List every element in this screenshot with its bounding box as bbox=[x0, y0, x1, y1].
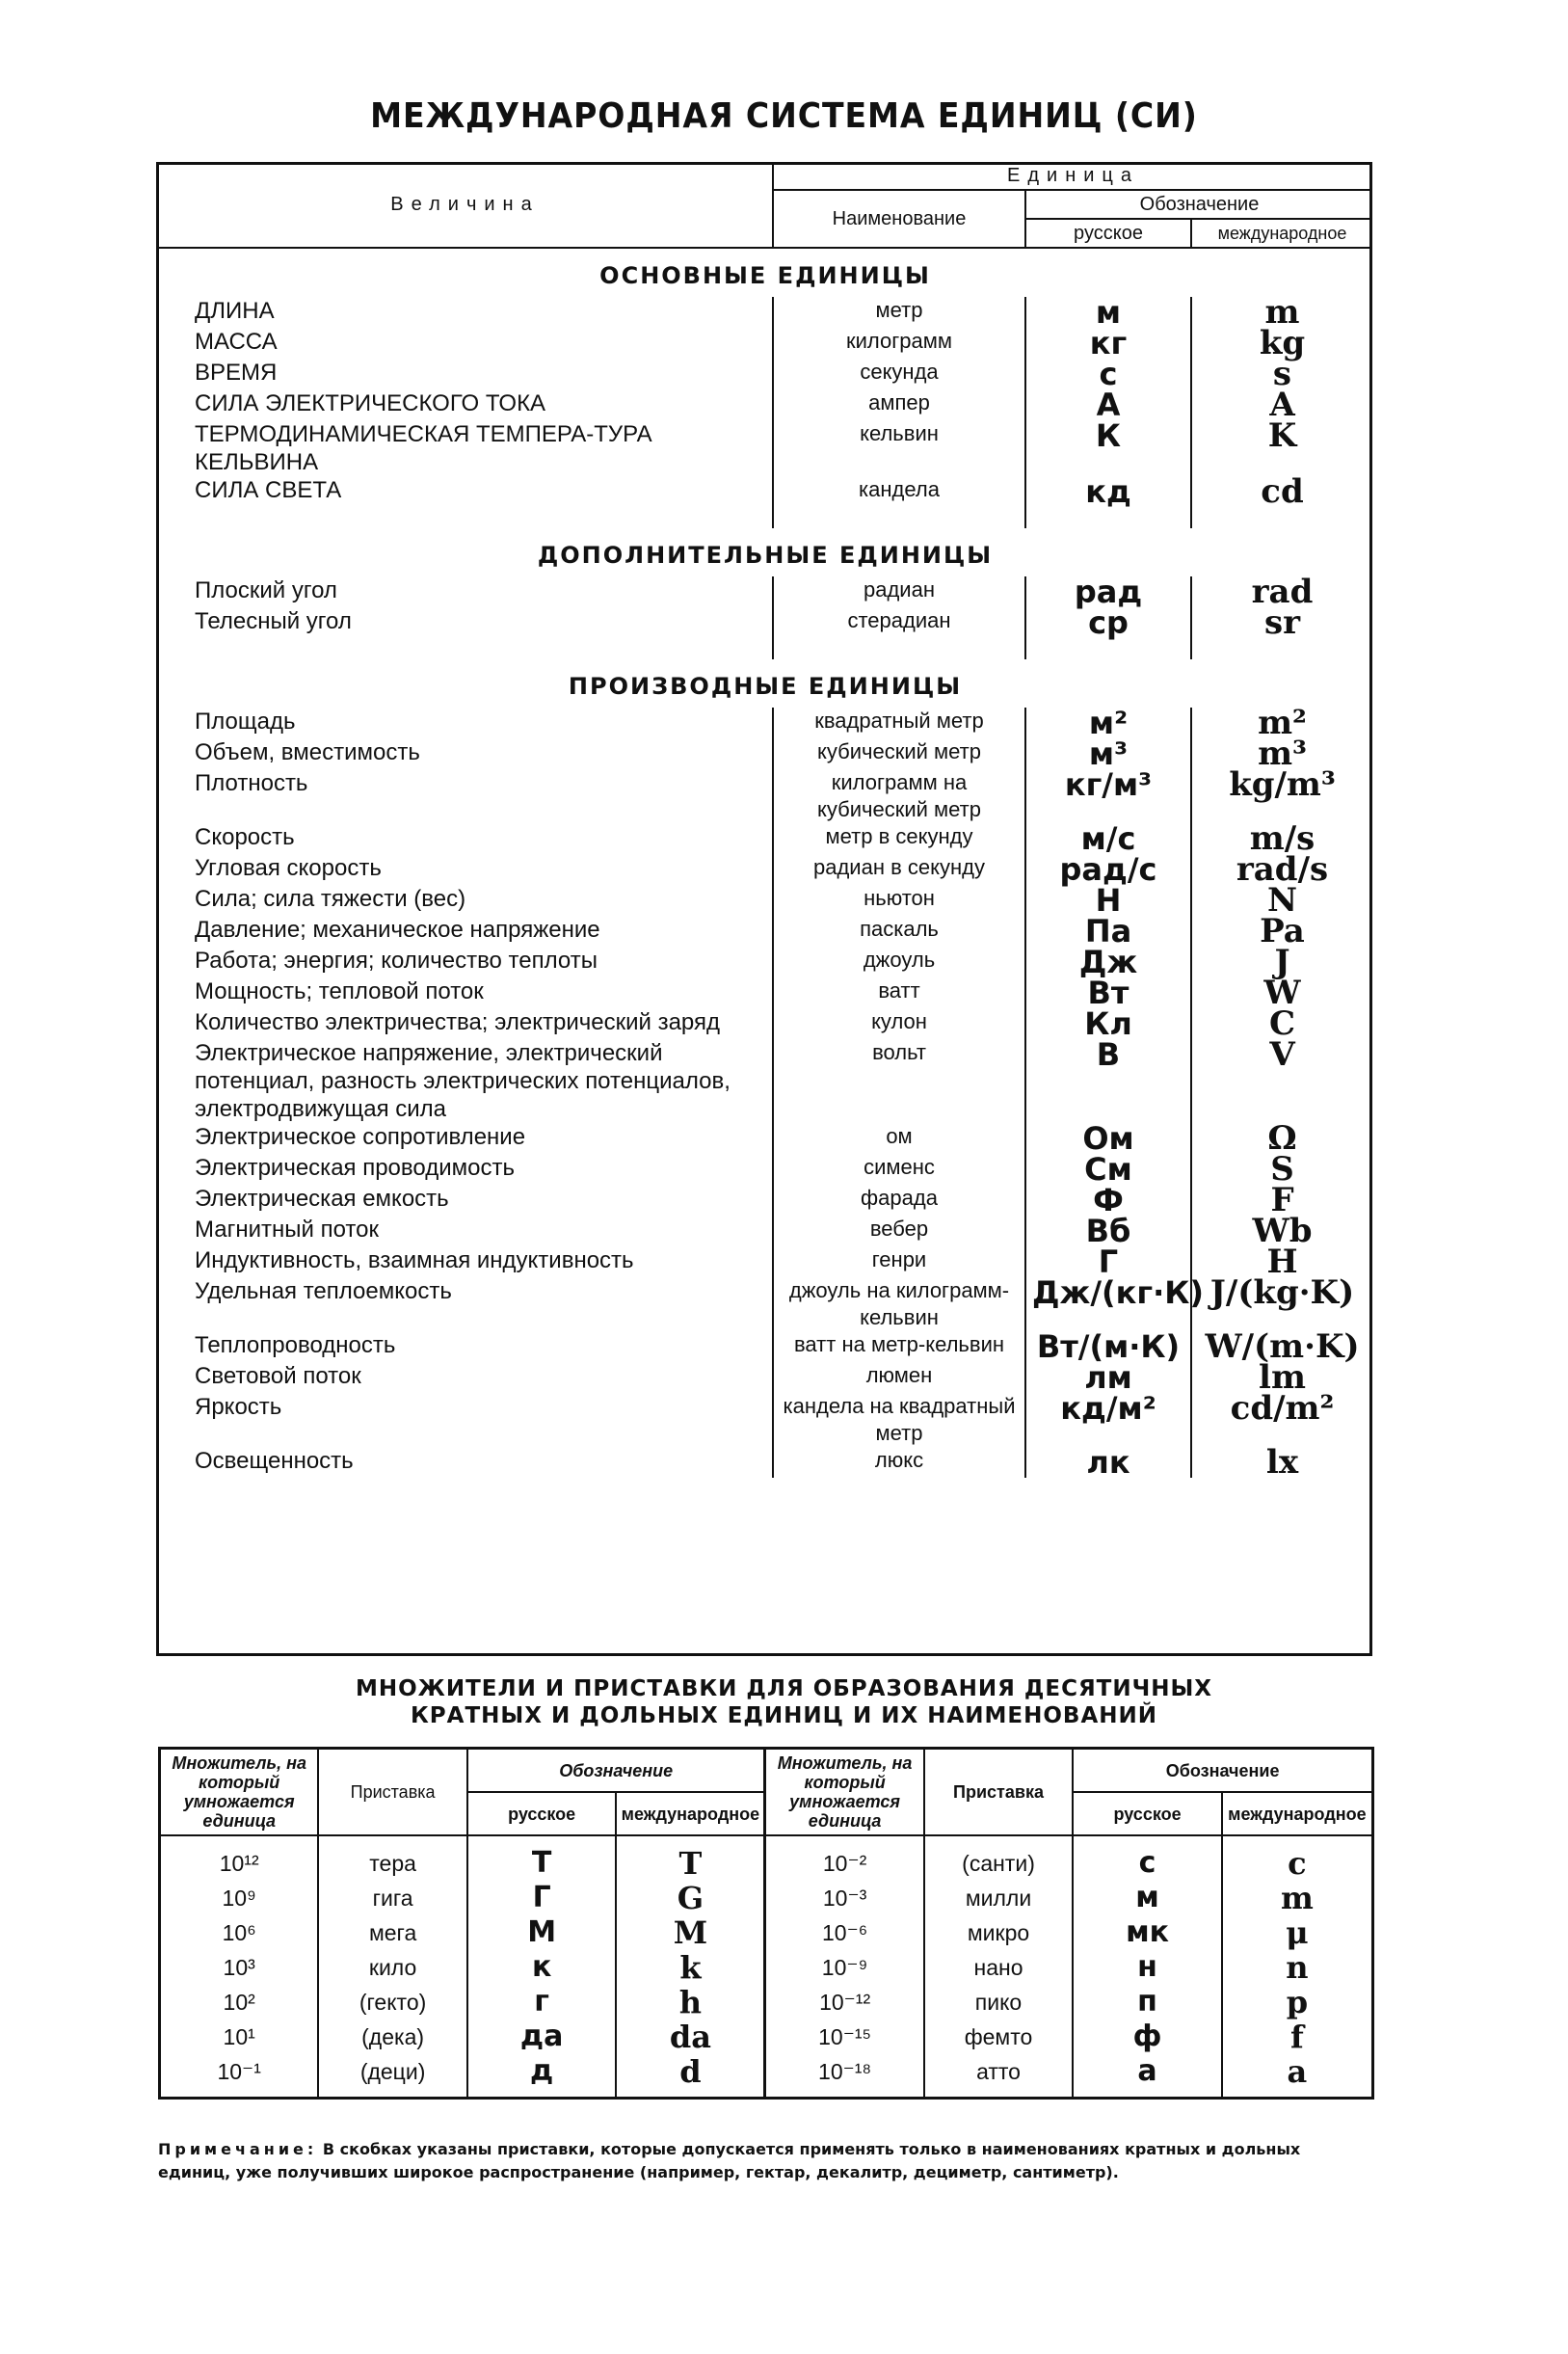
prefix-cell: фемто bbox=[924, 2020, 1074, 2054]
multiplier-cell: 10⁻¹ bbox=[160, 2054, 319, 2099]
prefix-cell: кило bbox=[318, 1950, 467, 1985]
quantity-cell: Удельная теплоемкость bbox=[195, 1278, 452, 1304]
header-unit: Единица bbox=[773, 162, 1372, 190]
quantity-cell: Индуктивность, взаимная индуктивность bbox=[195, 1247, 634, 1273]
prefixes-table-body bbox=[160, 1835, 1373, 2099]
multiplier-cell: 10³ bbox=[160, 1950, 319, 1985]
international-symbol-cell: C bbox=[1268, 1004, 1296, 1043]
international-symbol-cell: K bbox=[1267, 416, 1297, 455]
footnote-text: В скобках указаны приставки, которые допускается применять только в наименованиях кратных и дольных единиц, уже получивших широкое распространение (например, гектар, декалитр, дециметр, сантиметр). bbox=[158, 2140, 1301, 2181]
international-symbol-cell: sr bbox=[1263, 603, 1301, 642]
multiplier-cell: 10⁻¹⁸ bbox=[765, 2054, 924, 2099]
unit-name-cell: ньютон bbox=[773, 885, 1025, 916]
si-table-header bbox=[158, 162, 1372, 248]
table-row bbox=[158, 420, 1372, 476]
international-symbol-cell: rad/s bbox=[1236, 850, 1329, 889]
international-symbol-cell: a bbox=[1222, 2054, 1373, 2099]
russian-symbol-cell: м³ bbox=[1025, 738, 1191, 769]
international-symbol-cell: kg bbox=[1259, 324, 1306, 362]
multiplier-cell: 10¹² bbox=[160, 1835, 319, 1881]
table-row bbox=[158, 576, 1372, 607]
table-row bbox=[158, 1185, 1372, 1216]
russian-symbol-cell: Т bbox=[467, 1835, 617, 1881]
table-row bbox=[158, 885, 1372, 916]
international-symbol-cell: F bbox=[1270, 1181, 1294, 1219]
prefix-header-intl-right: международное bbox=[1222, 1792, 1373, 1835]
russian-symbol-cell: кд/м² bbox=[1025, 1393, 1191, 1447]
footnote-label: Примечание: bbox=[158, 2140, 318, 2158]
quantity-cell: Плоский угол bbox=[195, 577, 337, 603]
russian-symbol-cell: рад bbox=[1025, 576, 1191, 607]
multiplier-cell: 10⁹ bbox=[160, 1881, 319, 1915]
unit-name-cell: метр bbox=[773, 297, 1025, 328]
russian-symbol-cell: с bbox=[1025, 359, 1191, 389]
russian-symbol-cell: н bbox=[1073, 1950, 1222, 1985]
table-row bbox=[158, 738, 1372, 769]
spacer-cell bbox=[1025, 507, 1191, 528]
international-symbol-cell: N bbox=[1266, 881, 1298, 920]
multiplier-cell: 10¹ bbox=[160, 2020, 319, 2054]
section-title: ПРОИЗВОДНЫЕ ЕДИНИЦЫ bbox=[568, 673, 963, 700]
russian-symbol-cell: да bbox=[467, 2020, 617, 2054]
page-title: МЕЖДУНАРОДНАЯ СИСТЕМА ЕДИНИЦ (СИ) bbox=[370, 96, 1198, 136]
unit-name-cell: паскаль bbox=[773, 916, 1025, 947]
russian-symbol-cell: Г bbox=[467, 1881, 617, 1915]
table-row bbox=[160, 1881, 1373, 1915]
international-symbol-cell: s bbox=[1272, 355, 1292, 393]
multiplier-cell: 10⁻³ bbox=[765, 1881, 924, 1915]
si-table-body bbox=[158, 248, 1372, 1482]
russian-symbol-cell: м bbox=[1025, 297, 1191, 328]
prefix-cell: мега bbox=[318, 1915, 467, 1950]
unit-name-cell: ампер bbox=[773, 389, 1025, 420]
quantity-cell: Магнитный поток bbox=[195, 1217, 379, 1243]
international-symbol-cell: G bbox=[616, 1881, 765, 1915]
table-row bbox=[158, 1154, 1372, 1185]
prefix-cell: милли bbox=[924, 1881, 1074, 1915]
table-row bbox=[158, 1246, 1372, 1277]
russian-symbol-cell: д bbox=[467, 2054, 617, 2099]
russian-symbol-cell: ф bbox=[1073, 2020, 1222, 2054]
quantity-cell: Объем, вместимость bbox=[195, 739, 420, 765]
prefix-header-russian-left: русское bbox=[467, 1792, 617, 1835]
russian-symbol-cell: м bbox=[1073, 1881, 1222, 1915]
quantity-cell: Мощность; тепловой поток bbox=[195, 978, 484, 1004]
international-symbol-cell: M bbox=[616, 1915, 765, 1950]
international-symbol-cell: Pa bbox=[1260, 912, 1305, 950]
prefix-cell: пико bbox=[924, 1985, 1074, 2020]
quantity-cell: Телесный угол bbox=[195, 608, 352, 634]
spacer-cell bbox=[1025, 638, 1191, 659]
russian-symbol-cell: к bbox=[467, 1950, 617, 1985]
quantity-cell: Площадь bbox=[195, 709, 296, 735]
multiplier-cell: 10⁻¹⁵ bbox=[765, 2020, 924, 2054]
table-row bbox=[158, 1277, 1372, 1331]
prefix-cell: микро bbox=[924, 1915, 1074, 1950]
unit-name-cell: килограмм bbox=[773, 328, 1025, 359]
international-symbol-cell: T bbox=[616, 1835, 765, 1881]
spacer-cell bbox=[773, 507, 1025, 528]
russian-symbol-cell: п bbox=[1073, 1985, 1222, 2020]
international-symbol-cell: J bbox=[1274, 943, 1290, 981]
russian-symbol-cell: Вт/(м·К) bbox=[1025, 1331, 1191, 1362]
quantity-cell: Количество электричества; электрический заряд bbox=[195, 1009, 720, 1035]
quantity-cell: Электрическая емкость bbox=[195, 1186, 449, 1212]
international-symbol-cell: m bbox=[1264, 293, 1300, 332]
table-row bbox=[158, 916, 1372, 947]
unit-name-cell: сименс bbox=[773, 1154, 1025, 1185]
header-russian: русское bbox=[1025, 219, 1191, 248]
unit-name-cell: ватт bbox=[773, 977, 1025, 1008]
prefix-cell: (дека) bbox=[318, 2020, 467, 2054]
table-row bbox=[158, 854, 1372, 885]
international-symbol-cell: n bbox=[1222, 1950, 1373, 1985]
spacer-cell bbox=[158, 507, 773, 528]
russian-symbol-cell: Кл bbox=[1025, 1008, 1191, 1039]
prefixes-title: МНОЖИТЕЛИ И ПРИСТАВКИ ДЛЯ ОБРАЗОВАНИЯ ДЕСЯТИЧНЫХ КРАТНЫХ И ДОЛЬНЫХ ЕДИНИЦ И ИХ НАИМЕНОВАНИЙ bbox=[355, 1676, 1213, 1728]
unit-name-cell: джоуль bbox=[773, 947, 1025, 977]
international-symbol-cell: W/(m·K) bbox=[1205, 1327, 1360, 1366]
russian-symbol-cell: м² bbox=[1025, 708, 1191, 738]
section-spacer bbox=[158, 507, 1372, 528]
international-symbol-cell: W bbox=[1263, 974, 1301, 1012]
unit-name-cell: джоуль на килограмм-кельвин bbox=[773, 1277, 1025, 1331]
header-name: Наименование bbox=[773, 190, 1025, 248]
international-symbol-cell: H bbox=[1266, 1243, 1298, 1281]
section-header bbox=[158, 528, 1372, 576]
table-row bbox=[158, 476, 1372, 507]
table-row bbox=[158, 947, 1372, 977]
russian-symbol-cell: рад/с bbox=[1025, 854, 1191, 885]
russian-symbol-cell: лм bbox=[1025, 1362, 1191, 1393]
multiplier-cell: 10⁻² bbox=[765, 1835, 924, 1881]
international-symbol-cell: m bbox=[1222, 1881, 1373, 1915]
quantity-cell: Скорость bbox=[195, 824, 295, 850]
international-symbol-cell: d bbox=[616, 2054, 765, 2099]
table-row bbox=[158, 1393, 1372, 1447]
unit-name-cell: кельвин bbox=[773, 420, 1025, 476]
multiplier-cell: 10⁻⁹ bbox=[765, 1950, 924, 1985]
table-row bbox=[158, 389, 1372, 420]
russian-symbol-cell: Ф bbox=[1025, 1185, 1191, 1216]
quantity-cell: Электрическая проводимость bbox=[195, 1155, 515, 1181]
table-row bbox=[158, 1362, 1372, 1393]
unit-name-cell: кандела на квадратный метр bbox=[773, 1393, 1025, 1447]
international-symbol-cell: S bbox=[1270, 1150, 1294, 1189]
table-row bbox=[160, 2020, 1373, 2054]
header-quantity: Величина bbox=[158, 162, 773, 248]
unit-name-cell: килограмм на кубический метр bbox=[773, 769, 1025, 823]
prefix-cell: гига bbox=[318, 1881, 467, 1915]
quantity-cell: Световой поток bbox=[195, 1363, 361, 1389]
unit-name-cell: фарада bbox=[773, 1185, 1025, 1216]
international-symbol-cell: p bbox=[1222, 1985, 1373, 2020]
section-header bbox=[158, 659, 1372, 708]
quantity-cell: ТЕРМОДИНАМИЧЕСКАЯ ТЕМПЕРА-ТУРА КЕЛЬВИНА bbox=[195, 421, 652, 475]
quantity-cell: Угловая скорость bbox=[195, 855, 382, 881]
table-row bbox=[158, 823, 1372, 854]
table-row bbox=[160, 1915, 1373, 1950]
unit-name-cell: генри bbox=[773, 1246, 1025, 1277]
table-row bbox=[158, 1447, 1372, 1478]
quantity-cell: СИЛА ЭЛЕКТРИЧЕСКОГО ТОКА bbox=[195, 390, 546, 416]
international-symbol-cell: J/(kg·K) bbox=[1209, 1273, 1355, 1312]
section-title: ДОПОЛНИТЕЛЬНЫЕ ЕДИНИЦЫ bbox=[537, 542, 994, 569]
multiplier-cell: 10⁶ bbox=[160, 1915, 319, 1950]
unit-name-cell: ом bbox=[773, 1123, 1025, 1154]
table-row bbox=[158, 708, 1372, 738]
quantity-cell: Сила; сила тяжести (вес) bbox=[195, 886, 466, 912]
russian-symbol-cell: кг bbox=[1025, 328, 1191, 359]
russian-symbol-cell: Ом bbox=[1025, 1123, 1191, 1154]
international-symbol-cell: m² bbox=[1258, 704, 1307, 742]
international-symbol-cell: m/s bbox=[1249, 819, 1316, 858]
table-row bbox=[158, 328, 1372, 359]
multiplier-cell: 10⁻⁶ bbox=[765, 1915, 924, 1950]
international-symbol-cell: kg/m³ bbox=[1229, 765, 1336, 804]
international-symbol-cell: rad bbox=[1251, 573, 1314, 611]
russian-symbol-cell: Дж bbox=[1025, 947, 1191, 977]
international-symbol-cell: f bbox=[1222, 2020, 1373, 2054]
quantity-cell: Электрическое сопротивление bbox=[195, 1124, 526, 1150]
table-row bbox=[158, 977, 1372, 1008]
russian-symbol-cell: лк bbox=[1025, 1447, 1191, 1478]
russian-symbol-cell: В bbox=[1025, 1039, 1191, 1123]
international-symbol-cell: k bbox=[616, 1950, 765, 1985]
header-international: международное bbox=[1191, 219, 1372, 248]
table-row bbox=[160, 1950, 1373, 1985]
prefix-header-multiplier-right: Множитель, на который умножается единица bbox=[765, 1749, 924, 1836]
header-designation: Обозначение bbox=[1025, 190, 1372, 219]
prefix-cell: тера bbox=[318, 1835, 467, 1881]
international-symbol-cell: Wb bbox=[1252, 1212, 1313, 1250]
table-row bbox=[158, 1123, 1372, 1154]
prefix-header-russian-right: русское bbox=[1073, 1792, 1222, 1835]
russian-symbol-cell: с bbox=[1073, 1835, 1222, 1881]
international-symbol-cell: Ω bbox=[1267, 1119, 1297, 1158]
quantity-cell: Теплопроводность bbox=[195, 1332, 396, 1358]
prefix-cell: (гекто) bbox=[318, 1985, 467, 2020]
russian-symbol-cell: кд bbox=[1025, 476, 1191, 507]
russian-symbol-cell: г bbox=[467, 1985, 617, 2020]
prefix-header-prefix-right: Приставка bbox=[924, 1749, 1074, 1836]
prefix-header-designation-left: Обозначение bbox=[467, 1749, 765, 1793]
international-symbol-cell: da bbox=[616, 2020, 765, 2054]
prefixes-table bbox=[158, 1747, 1374, 2100]
prefix-cell: (санти) bbox=[924, 1835, 1074, 1881]
quantity-cell: Работа; энергия; количество теплоты bbox=[195, 948, 598, 974]
unit-name-cell: стерадиан bbox=[773, 607, 1025, 638]
prefix-header-multiplier-left: Множитель, на который умножается единица bbox=[160, 1749, 319, 1836]
russian-symbol-cell: кг/м³ bbox=[1025, 769, 1191, 823]
russian-symbol-cell: См bbox=[1025, 1154, 1191, 1185]
quantity-cell: СИЛА СВЕТА bbox=[195, 477, 342, 503]
prefix-cell: атто bbox=[924, 2054, 1074, 2099]
russian-symbol-cell: Вб bbox=[1025, 1216, 1191, 1246]
footnote bbox=[158, 2138, 1374, 2184]
russian-symbol-cell: м/с bbox=[1025, 823, 1191, 854]
quantity-cell: Электрическое напряжение, электрический потенциал, разность электрических потенциалов, электродвижущая сила bbox=[195, 1040, 731, 1122]
russian-symbol-cell: Па bbox=[1025, 916, 1191, 947]
section-spacer bbox=[158, 638, 1372, 659]
section-title: ОСНОВНЫЕ ЕДИНИЦЫ bbox=[599, 262, 931, 289]
unit-name-cell: люкс bbox=[773, 1447, 1025, 1478]
unit-name-cell: кулон bbox=[773, 1008, 1025, 1039]
international-symbol-cell: c bbox=[1222, 1835, 1373, 1881]
unit-name-cell: кубический метр bbox=[773, 738, 1025, 769]
quantity-cell: ВРЕМЯ bbox=[195, 360, 278, 386]
international-symbol-cell: cd/m² bbox=[1230, 1389, 1335, 1428]
table-row bbox=[160, 1835, 1373, 1881]
table-row bbox=[158, 297, 1372, 328]
international-symbol-cell: lm bbox=[1259, 1358, 1306, 1397]
international-symbol-cell: lx bbox=[1265, 1443, 1299, 1482]
international-symbol-cell: μ bbox=[1222, 1915, 1373, 1950]
russian-symbol-cell: М bbox=[467, 1915, 617, 1950]
unit-name-cell: люмен bbox=[773, 1362, 1025, 1393]
table-row bbox=[158, 1216, 1372, 1246]
prefix-header-prefix-left: Приставка bbox=[318, 1749, 467, 1836]
russian-symbol-cell: А bbox=[1025, 389, 1191, 420]
unit-name-cell: квадратный метр bbox=[773, 708, 1025, 738]
international-symbol-cell: A bbox=[1269, 386, 1295, 424]
table-row bbox=[160, 2054, 1373, 2099]
quantity-cell: Плотность bbox=[195, 770, 308, 796]
russian-symbol-cell: Н bbox=[1025, 885, 1191, 916]
unit-name-cell: кандела bbox=[773, 476, 1025, 507]
quantity-cell: Яркость bbox=[195, 1394, 282, 1420]
prefix-cell: (деци) bbox=[318, 2054, 467, 2099]
quantity-cell: МАССА bbox=[195, 329, 278, 355]
quantity-cell: Давление; механическое напряжение bbox=[195, 917, 600, 943]
spacer-cell bbox=[158, 638, 773, 659]
international-symbol-cell: cd bbox=[1261, 472, 1304, 511]
unit-name-cell: вольт bbox=[773, 1039, 1025, 1123]
russian-symbol-cell: К bbox=[1025, 420, 1191, 476]
prefix-header-designation-right: Обозначение bbox=[1073, 1749, 1372, 1793]
international-symbol-cell: V bbox=[1269, 1035, 1295, 1074]
unit-name-cell: вебер bbox=[773, 1216, 1025, 1246]
russian-symbol-cell: Г bbox=[1025, 1246, 1191, 1277]
unit-name-cell: радиан bbox=[773, 576, 1025, 607]
unit-name-cell: ватт на метр-кельвин bbox=[773, 1331, 1025, 1362]
russian-symbol-cell: ср bbox=[1025, 607, 1191, 638]
table-row bbox=[158, 359, 1372, 389]
russian-symbol-cell: Дж/(кг·К) bbox=[1025, 1277, 1191, 1331]
table-row bbox=[158, 607, 1372, 638]
table-row bbox=[158, 1331, 1372, 1362]
multiplier-cell: 10² bbox=[160, 1985, 319, 2020]
russian-symbol-cell: мк bbox=[1073, 1915, 1222, 1950]
unit-name-cell: радиан в секунду bbox=[773, 854, 1025, 885]
unit-name-cell: метр в секунду bbox=[773, 823, 1025, 854]
quantity-cell: ДЛИНА bbox=[195, 298, 275, 324]
international-symbol-cell: h bbox=[616, 1985, 765, 2020]
prefix-header-intl-left: международное bbox=[616, 1792, 765, 1835]
russian-symbol-cell: Вт bbox=[1025, 977, 1191, 1008]
si-units-table bbox=[158, 162, 1372, 1482]
section-header bbox=[158, 248, 1372, 297]
international-symbol-cell: m³ bbox=[1258, 735, 1307, 773]
quantity-cell: Освещенность bbox=[195, 1448, 354, 1474]
russian-symbol-cell: а bbox=[1073, 2054, 1222, 2099]
spacer-cell bbox=[773, 638, 1025, 659]
table-row bbox=[158, 1008, 1372, 1039]
table-row bbox=[160, 1985, 1373, 2020]
unit-name-cell: секунда bbox=[773, 359, 1025, 389]
table-row bbox=[158, 769, 1372, 823]
multiplier-cell: 10⁻¹² bbox=[765, 1985, 924, 2020]
table-row bbox=[158, 1039, 1372, 1123]
prefix-cell: нано bbox=[924, 1950, 1074, 1985]
